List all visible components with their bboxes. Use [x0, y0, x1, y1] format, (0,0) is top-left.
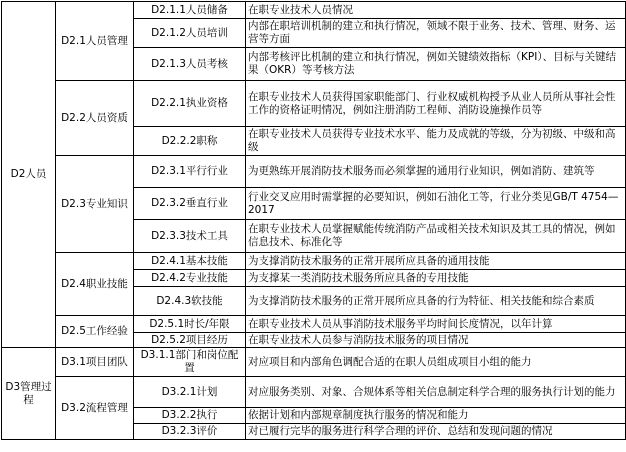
item-desc-cell: 在职专业技术人员获得国家职能部门、行业权威机构授予从业人员所从事社会性工作的资格证明情况，例如注册消防工程师、消防设施操作员等 — [246, 81, 626, 127]
item-code-cell: D2.3.1平行行业 — [134, 156, 246, 188]
item-code-cell: D3.1.1部门和岗位配置 — [134, 348, 246, 377]
item-code-cell: D2.5.1时长/年限 — [134, 316, 246, 333]
item-desc-cell: 为支撑某一类消防技术服务所应具备的专用技能 — [246, 270, 626, 287]
item-desc-cell: 对应服务类别、对象、合规体系等相关信息制定科学合理的服务执行计划的能力 — [246, 377, 626, 408]
subcategory-cell-d3-2: D3.2流程管理 — [56, 377, 134, 440]
item-code-cell: D2.1.2人员培训 — [134, 19, 246, 48]
item-code-cell: D3.2.3评价 — [134, 424, 246, 440]
item-code-cell: D2.1.1人员储备 — [134, 2, 246, 19]
item-code-cell: D2.3.2垂直行业 — [134, 188, 246, 220]
item-desc-cell: 行业交叉应用时需掌握的必要知识，例如石油化工等，行业分类见GB/T 4754—2017 — [246, 188, 626, 220]
subcategory-cell-d2-1: D2.1人员管理 — [56, 2, 134, 81]
subcategory-cell-d2-3: D2.3专业知识 — [56, 156, 134, 253]
category-cell-d3: D3管理过程 — [2, 348, 56, 440]
subcategory-cell-d2-5: D2.5工作经验 — [56, 316, 134, 348]
item-desc-cell: 依据计划和内部规章制度执行服务的情况和能力 — [246, 408, 626, 424]
item-desc-cell: 为更熟练开展消防技术服务而必须掌握的通用行业知识，例如消防、建筑等 — [246, 156, 626, 188]
item-code-cell: D2.4.3软技能 — [134, 287, 246, 316]
item-code-cell: D2.2.2职称 — [134, 127, 246, 156]
category-cell-d2: D2人员 — [2, 2, 56, 348]
subcategory-cell-d2-2: D2.2人员资质 — [56, 81, 134, 156]
item-code-cell: D3.2.1计划 — [134, 377, 246, 408]
item-desc-cell: 在职专业技术人员情况 — [246, 2, 626, 19]
item-code-cell: D2.4.2专业技能 — [134, 270, 246, 287]
item-code-cell: D2.2.1执业资格 — [134, 81, 246, 127]
item-desc-cell: 内部考核评比机制的建立和执行情况，例如关键绩效指标（KPI）、目标与关键结果（OKR）等考核方法 — [246, 48, 626, 81]
item-desc-cell: 对已履行完毕的服务进行科学合理的评价、总结和发现问题的情况 — [246, 424, 626, 440]
item-code-cell: D3.2.2执行 — [134, 408, 246, 424]
item-desc-cell: 为支撑消防技术服务的正常开展所应具备的通用技能 — [246, 253, 626, 270]
indicator-table — [1, 1, 626, 440]
item-desc-cell: 对应项目和内部角色调配合适的在职人员组成项目小组的能力 — [246, 348, 626, 377]
subcategory-cell-d2-4: D2.4职业技能 — [56, 253, 134, 316]
item-desc-cell: 在职专业技术人员掌握赋能传统消防产品或相关技术知识及其工具的情况，例如信息技术、标准化等 — [246, 220, 626, 253]
item-code-cell: D2.3.3技术工具 — [134, 220, 246, 253]
subcategory-cell-d3-1: D3.1项目团队 — [56, 348, 134, 377]
item-desc-cell: 内部在职培训机制的建立和执行情况，领域不限于业务、技术、管理、财务、运营等方面 — [246, 19, 626, 48]
item-desc-cell: 在职专业技术人员从事消防技术服务平均时间长度情况，以年计算 — [246, 316, 626, 333]
item-code-cell: D2.5.2项目经历 — [134, 333, 246, 348]
item-desc-cell: 在职专业技术人员参与消防技术服务的项目情况 — [246, 333, 626, 348]
item-code-cell: D2.4.1基本技能 — [134, 253, 246, 270]
item-desc-cell: 为支撑消防技术服务的正常开展所应具备的行为特征、相关技能和综合素质 — [246, 287, 626, 316]
item-desc-cell: 在职专业技术人员获得专业技术水平、能力及成就的等级，分为初级、中级和高级 — [246, 127, 626, 156]
item-code-cell: D2.1.3人员考核 — [134, 48, 246, 81]
